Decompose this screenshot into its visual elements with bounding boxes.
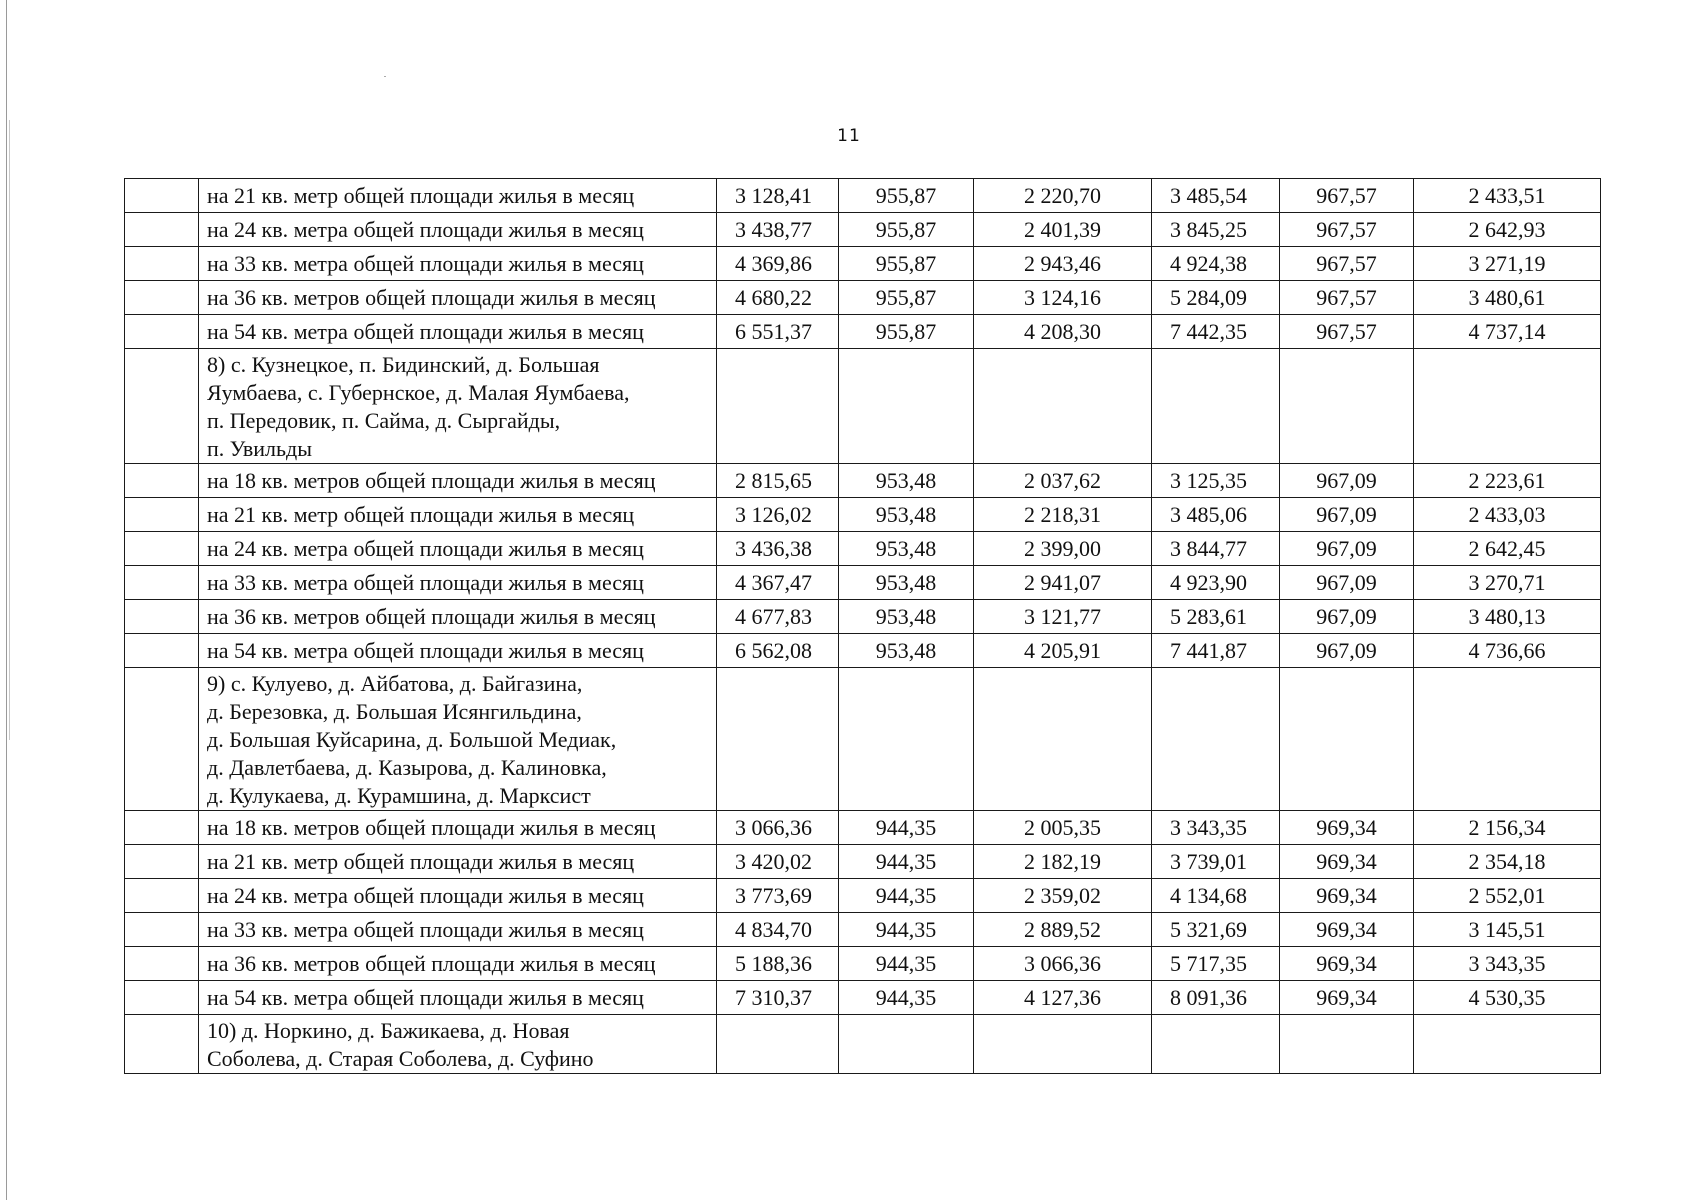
value-cell-6: 3 145,51	[1414, 913, 1601, 947]
value-cell-1: 5 188,36	[717, 947, 839, 981]
row-number-cell	[125, 213, 199, 247]
area-norm-label: на 21 кв. метр общей площади жилья в месяц	[199, 845, 717, 879]
value-cell-5: 967,09	[1280, 532, 1414, 566]
value-cell-6: 2 642,45	[1414, 532, 1601, 566]
area-norm-label: на 21 кв. метр общей площади жилья в месяц	[199, 179, 717, 213]
value-cell-5: 967,09	[1280, 634, 1414, 668]
row-number-cell	[125, 179, 199, 213]
group-header-row	[125, 349, 1601, 464]
value-cell-3: 2 401,39	[974, 213, 1152, 247]
value-cell-1: 4 367,47	[717, 566, 839, 600]
area-norm-label: на 24 кв. метра общей площади жилья в месяц	[199, 532, 717, 566]
value-cell-4: 5 321,69	[1152, 913, 1280, 947]
value-cell-3: 2 218,31	[974, 498, 1152, 532]
tariff-table	[124, 178, 1601, 1074]
value-cell-2: 955,87	[839, 281, 974, 315]
value-cell-2: 953,48	[839, 464, 974, 498]
value-cell-6: 4 737,14	[1414, 315, 1601, 349]
empty-cell	[1414, 668, 1601, 811]
empty-cell	[1152, 349, 1280, 464]
value-cell-5: 967,57	[1280, 281, 1414, 315]
value-cell-5: 967,57	[1280, 213, 1414, 247]
value-cell-4: 3 739,01	[1152, 845, 1280, 879]
value-cell-1: 4 680,22	[717, 281, 839, 315]
row-number-cell	[125, 532, 199, 566]
value-cell-1: 6 551,37	[717, 315, 839, 349]
value-cell-4: 5 283,61	[1152, 600, 1280, 634]
value-cell-2: 955,87	[839, 213, 974, 247]
area-norm-label: на 36 кв. метров общей площади жилья в месяц	[199, 947, 717, 981]
table-row	[125, 532, 1601, 566]
row-number-cell	[125, 913, 199, 947]
value-cell-5: 969,34	[1280, 879, 1414, 913]
area-norm-label: на 36 кв. метров общей площади жилья в месяц	[199, 281, 717, 315]
empty-cell	[974, 1015, 1152, 1074]
row-number-cell	[125, 1015, 199, 1074]
scan-edge-line-secondary	[9, 120, 10, 740]
value-cell-5: 967,57	[1280, 247, 1414, 281]
table-row	[125, 213, 1601, 247]
value-cell-2: 953,48	[839, 600, 974, 634]
value-cell-6: 4 736,66	[1414, 634, 1601, 668]
page-number: 11	[837, 126, 861, 146]
value-cell-1: 3 773,69	[717, 879, 839, 913]
value-cell-6: 2 433,51	[1414, 179, 1601, 213]
value-cell-3: 4 127,36	[974, 981, 1152, 1015]
empty-cell	[1414, 349, 1601, 464]
value-cell-1: 3 438,77	[717, 213, 839, 247]
empty-cell	[1280, 349, 1414, 464]
value-cell-2: 953,48	[839, 498, 974, 532]
table-row	[125, 811, 1601, 845]
value-cell-5: 967,09	[1280, 566, 1414, 600]
value-cell-2: 944,35	[839, 947, 974, 981]
area-norm-label: на 24 кв. метра общей площади жилья в месяц	[199, 213, 717, 247]
value-cell-1: 2 815,65	[717, 464, 839, 498]
value-cell-4: 3 485,06	[1152, 498, 1280, 532]
value-cell-2: 955,87	[839, 247, 974, 281]
value-cell-4: 3 485,54	[1152, 179, 1280, 213]
table-row	[125, 179, 1601, 213]
table-row	[125, 634, 1601, 668]
table-row	[125, 315, 1601, 349]
value-cell-3: 3 124,16	[974, 281, 1152, 315]
group-header-row	[125, 1015, 1601, 1074]
value-cell-3: 3 121,77	[974, 600, 1152, 634]
value-cell-4: 5 717,35	[1152, 947, 1280, 981]
value-cell-1: 3 128,41	[717, 179, 839, 213]
value-cell-6: 3 343,35	[1414, 947, 1601, 981]
value-cell-4: 3 844,77	[1152, 532, 1280, 566]
row-number-cell	[125, 947, 199, 981]
table-row	[125, 247, 1601, 281]
value-cell-3: 2 182,19	[974, 845, 1152, 879]
row-number-cell	[125, 315, 199, 349]
row-number-cell	[125, 634, 199, 668]
value-cell-6: 2 156,34	[1414, 811, 1601, 845]
empty-cell	[1280, 1015, 1414, 1074]
value-cell-2: 944,35	[839, 811, 974, 845]
area-norm-label: на 54 кв. метра общей площади жилья в месяц	[199, 981, 717, 1015]
area-norm-label: на 33 кв. метра общей площади жилья в месяц	[199, 913, 717, 947]
value-cell-4: 7 441,87	[1152, 634, 1280, 668]
value-cell-2: 944,35	[839, 981, 974, 1015]
value-cell-3: 2 889,52	[974, 913, 1152, 947]
value-cell-6: 3 271,19	[1414, 247, 1601, 281]
empty-cell	[1152, 1015, 1280, 1074]
row-number-cell	[125, 600, 199, 634]
value-cell-2: 944,35	[839, 845, 974, 879]
value-cell-4: 3 845,25	[1152, 213, 1280, 247]
empty-cell	[974, 668, 1152, 811]
value-cell-2: 955,87	[839, 315, 974, 349]
value-cell-4: 3 343,35	[1152, 811, 1280, 845]
value-cell-1: 4 369,86	[717, 247, 839, 281]
value-cell-2: 953,48	[839, 566, 974, 600]
value-cell-5: 969,34	[1280, 845, 1414, 879]
value-cell-4: 4 924,38	[1152, 247, 1280, 281]
value-cell-5: 967,57	[1280, 179, 1414, 213]
table-row	[125, 566, 1601, 600]
value-cell-6: 2 433,03	[1414, 498, 1601, 532]
value-cell-5: 969,34	[1280, 811, 1414, 845]
value-cell-1: 3 420,02	[717, 845, 839, 879]
value-cell-5: 967,09	[1280, 498, 1414, 532]
table-row	[125, 281, 1601, 315]
value-cell-5: 969,34	[1280, 981, 1414, 1015]
area-norm-label: на 18 кв. метров общей площади жилья в месяц	[199, 811, 717, 845]
empty-cell	[1152, 668, 1280, 811]
area-norm-label: на 54 кв. метра общей площади жилья в месяц	[199, 315, 717, 349]
table-row	[125, 913, 1601, 947]
value-cell-4: 7 442,35	[1152, 315, 1280, 349]
row-number-cell	[125, 464, 199, 498]
area-norm-label: на 54 кв. метра общей площади жилья в месяц	[199, 634, 717, 668]
value-cell-1: 3 066,36	[717, 811, 839, 845]
value-cell-1: 3 436,38	[717, 532, 839, 566]
empty-cell	[717, 1015, 839, 1074]
table-row	[125, 464, 1601, 498]
value-cell-3: 2 037,62	[974, 464, 1152, 498]
scan-edge-line	[6, 0, 7, 1200]
row-number-cell	[125, 845, 199, 879]
value-cell-5: 969,34	[1280, 947, 1414, 981]
value-cell-6: 2 354,18	[1414, 845, 1601, 879]
value-cell-6: 2 552,01	[1414, 879, 1601, 913]
value-cell-1: 3 126,02	[717, 498, 839, 532]
area-norm-label: на 36 кв. метров общей площади жилья в месяц	[199, 600, 717, 634]
value-cell-4: 5 284,09	[1152, 281, 1280, 315]
row-number-cell	[125, 879, 199, 913]
value-cell-6: 3 480,13	[1414, 600, 1601, 634]
table-row	[125, 947, 1601, 981]
value-cell-6: 3 480,61	[1414, 281, 1601, 315]
tariff-table-body	[125, 179, 1601, 1074]
value-cell-6: 2 223,61	[1414, 464, 1601, 498]
value-cell-5: 969,34	[1280, 913, 1414, 947]
value-cell-5: 967,09	[1280, 464, 1414, 498]
area-norm-label: на 21 кв. метр общей площади жилья в месяц	[199, 498, 717, 532]
group-header-row	[125, 668, 1601, 811]
empty-cell	[717, 668, 839, 811]
table-row	[125, 600, 1601, 634]
value-cell-1: 4 677,83	[717, 600, 839, 634]
row-number-cell	[125, 247, 199, 281]
settlement-group-label: 9) с. Кулуево, д. Айбатова, д. Байгазина, д. Березовка, д. Большая Исянгильдина, д. Большая Куйсарина, д. Большой Медиак, д. Давлетбаева, д. Казырова, д. Калиновка, д. Кулукаева, д. Курамшина, д. Марксист	[199, 668, 717, 811]
value-cell-3: 4 208,30	[974, 315, 1152, 349]
value-cell-6: 4 530,35	[1414, 981, 1601, 1015]
area-norm-label: на 33 кв. метра общей площади жилья в месяц	[199, 566, 717, 600]
value-cell-5: 967,09	[1280, 600, 1414, 634]
row-number-cell	[125, 981, 199, 1015]
row-number-cell	[125, 281, 199, 315]
value-cell-3: 2 943,46	[974, 247, 1152, 281]
value-cell-2: 944,35	[839, 913, 974, 947]
row-number-cell	[125, 498, 199, 532]
value-cell-2: 944,35	[839, 879, 974, 913]
value-cell-3: 2 399,00	[974, 532, 1152, 566]
area-norm-label: на 18 кв. метров общей площади жилья в месяц	[199, 464, 717, 498]
table-row	[125, 879, 1601, 913]
value-cell-6: 3 270,71	[1414, 566, 1601, 600]
value-cell-4: 3 125,35	[1152, 464, 1280, 498]
value-cell-3: 4 205,91	[974, 634, 1152, 668]
row-number-cell	[125, 811, 199, 845]
value-cell-3: 2 941,07	[974, 566, 1152, 600]
empty-cell	[717, 349, 839, 464]
value-cell-3: 2 220,70	[974, 179, 1152, 213]
value-cell-2: 955,87	[839, 179, 974, 213]
value-cell-1: 6 562,08	[717, 634, 839, 668]
value-cell-1: 4 834,70	[717, 913, 839, 947]
value-cell-4: 4 923,90	[1152, 566, 1280, 600]
area-norm-label: на 24 кв. метра общей площади жилья в месяц	[199, 879, 717, 913]
value-cell-3: 2 359,02	[974, 879, 1152, 913]
value-cell-3: 3 066,36	[974, 947, 1152, 981]
value-cell-4: 8 091,36	[1152, 981, 1280, 1015]
row-number-cell	[125, 349, 199, 464]
value-cell-5: 967,57	[1280, 315, 1414, 349]
area-norm-label: на 33 кв. метра общей площади жилья в месяц	[199, 247, 717, 281]
empty-cell	[839, 668, 974, 811]
empty-cell	[839, 349, 974, 464]
value-cell-3: 2 005,35	[974, 811, 1152, 845]
settlement-group-label: 8) с. Кузнецкое, п. Бидинский, д. Большая Яумбаева, с. Губернское, д. Малая Яумбаева, п. Передовик, п. Сайма, д. Сыргайды, п. Увильды	[199, 349, 717, 464]
empty-cell	[974, 349, 1152, 464]
row-number-cell	[125, 566, 199, 600]
value-cell-2: 953,48	[839, 634, 974, 668]
value-cell-2: 953,48	[839, 532, 974, 566]
table-row	[125, 845, 1601, 879]
value-cell-6: 2 642,93	[1414, 213, 1601, 247]
settlement-group-label: 10) д. Норкино, д. Бажикаева, д. Новая Соболева, д. Старая Соболева, д. Суфино	[199, 1015, 717, 1074]
scan-speck	[384, 76, 386, 77]
empty-cell	[1280, 668, 1414, 811]
value-cell-4: 4 134,68	[1152, 879, 1280, 913]
table-row	[125, 981, 1601, 1015]
row-number-cell	[125, 668, 199, 811]
value-cell-1: 7 310,37	[717, 981, 839, 1015]
empty-cell	[1414, 1015, 1601, 1074]
empty-cell	[839, 1015, 974, 1074]
table-row	[125, 498, 1601, 532]
